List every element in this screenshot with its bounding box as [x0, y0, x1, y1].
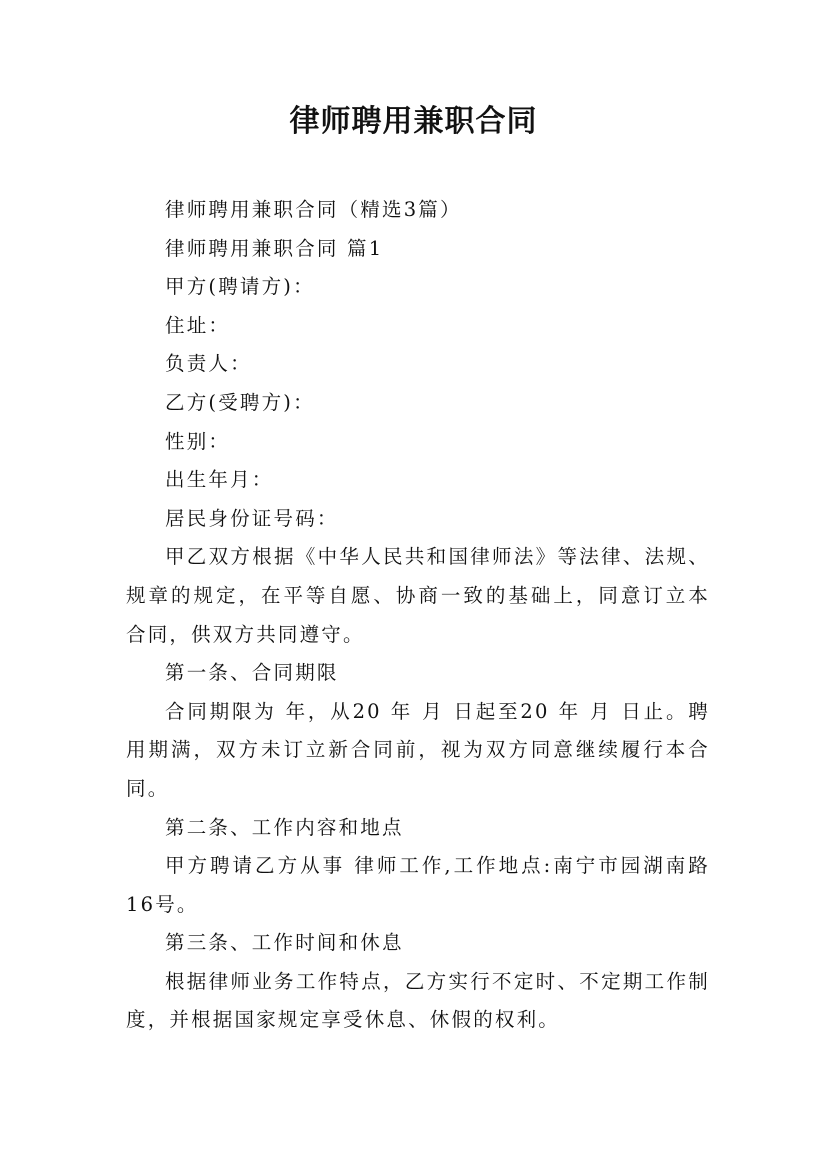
document-title: 律师聘用兼职合同: [289, 104, 538, 139]
article-2-heading: 第二条、工作内容和地点: [165, 815, 404, 839]
article-1-body: 合同期限为 年，从20 年 月 日起至20 年 月 日止。聘用期满，双方未订立新合同前，视为双方同意继续履行本合同。: [126, 699, 710, 800]
field-address: 住址：: [165, 313, 231, 337]
article-3-body: 根据律师业务工作特点，乙方实行不定时、不定期工作制度，并根据国家规定享受休息、休假的权利。: [126, 969, 710, 1032]
field-party-b: 乙方(受聘方)：: [165, 390, 315, 414]
paragraph-preamble: 甲乙双方根据《中华人民共和国律师法》等法律、法规、规章的规定，在平等自愿、协商一致的基础上，同意订立本合同，供双方共同遵守。: [126, 545, 710, 646]
field-responsible-person: 负责人：: [165, 352, 252, 376]
paragraph-subtitle: 律师聘用兼职合同（精选3篇）: [165, 198, 462, 221]
article-2-body: 甲方聘请乙方从事 律师工作,工作地点:南宁市园湖南路16号。: [126, 854, 710, 916]
article-1-heading: 第一条、合同期限: [165, 661, 339, 685]
field-id-number: 居民身份证号码：: [165, 506, 339, 530]
field-party-a: 甲方(聘请方)：: [165, 275, 315, 299]
article-3-heading: 第三条、工作时间和休息: [165, 931, 404, 955]
field-gender: 性别：: [165, 429, 231, 453]
document-body: [126, 191, 710, 1040]
paragraph-section-heading: 律师聘用兼职合同 篇1: [165, 236, 384, 260]
field-birth-date: 出生年月：: [165, 468, 274, 492]
